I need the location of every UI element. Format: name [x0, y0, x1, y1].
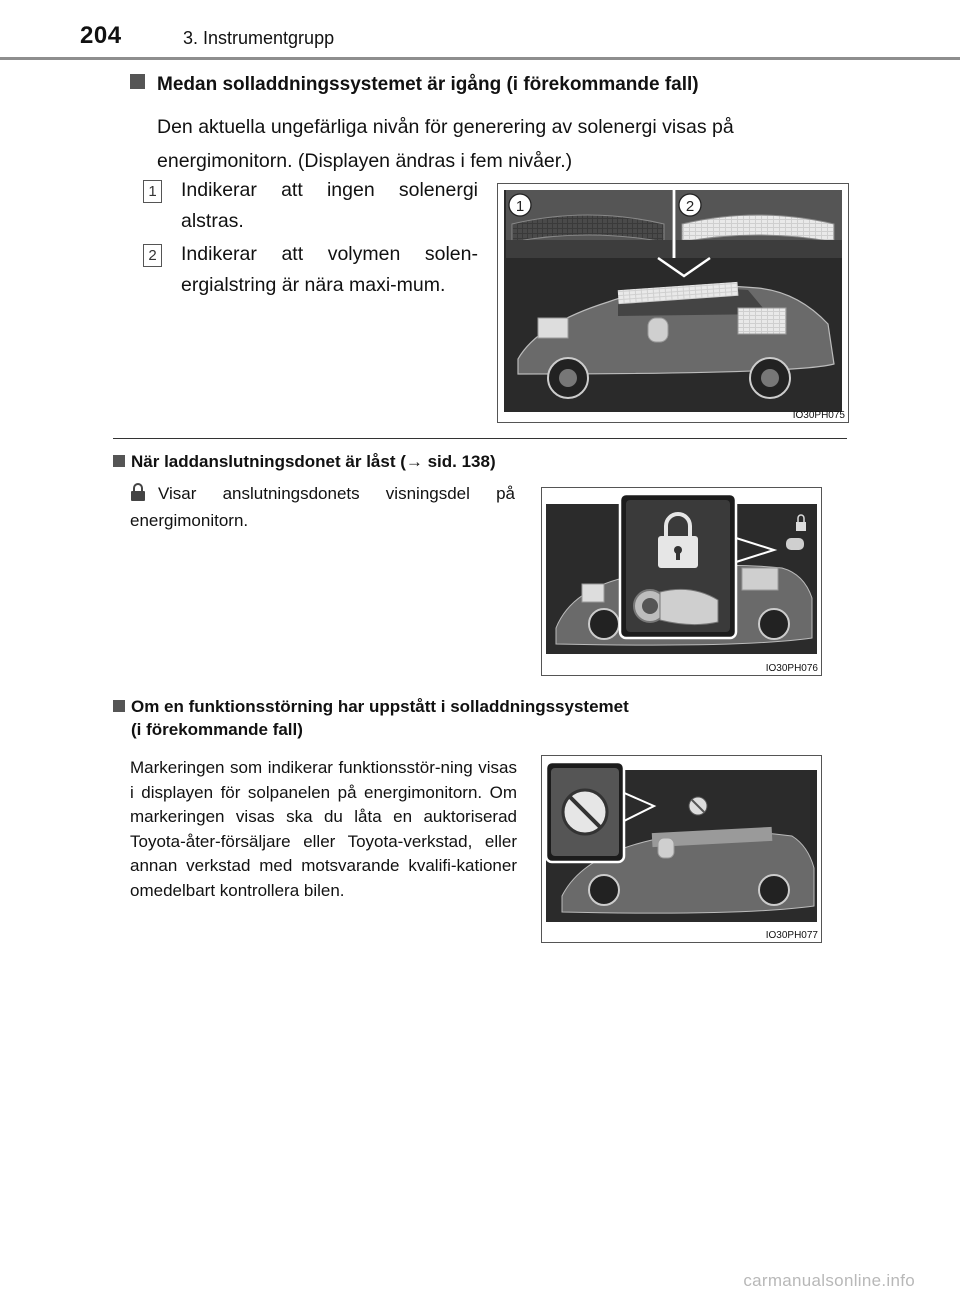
body-text: Visar anslutningsdonets visningsdel på energimonitorn. [130, 484, 515, 530]
figure-code: IO30PH076 [765, 663, 818, 674]
list-item [143, 239, 478, 301]
chapter-title: 3. Instrumentgrupp [183, 28, 335, 48]
square-bullet-icon [113, 455, 125, 467]
section-divider [113, 438, 847, 439]
item-text: Indikerar att volymen solen-ergialstring är nära maxi-mum. [181, 243, 478, 296]
callout-2-label: 2 [685, 198, 695, 215]
page-reference: sid. 138) [422, 452, 496, 471]
heading-text: När laddanslutningsdonet är låst ( [131, 452, 406, 471]
section-body-connector-locked [130, 482, 515, 533]
heading-text: Medan solladdningssystemet är igång (i förekommande fall) [157, 74, 699, 95]
malfunction-illustration [542, 756, 821, 942]
list-item [143, 175, 478, 237]
item-marker: 1 [143, 180, 162, 203]
figure-malfunction [541, 755, 822, 943]
section-heading-malfunction [113, 695, 629, 741]
header-rule [0, 57, 960, 60]
item-marker: 2 [143, 244, 162, 267]
connector-locked-illustration [542, 488, 821, 675]
figure-solar-display [497, 183, 849, 423]
page-number: 204 [80, 22, 122, 49]
solar-display-illustration [498, 184, 848, 422]
arrow-right-icon: → [405, 452, 423, 471]
square-bullet-icon [113, 700, 125, 712]
callout-1-label: 1 [515, 198, 525, 215]
section-heading-connector-locked [113, 452, 496, 472]
heading-text-line1: Om en funktionsstörning har uppstått i solladdningssystemet [131, 697, 629, 716]
lock-icon [130, 482, 158, 509]
figure-code: IO30PH075 [792, 410, 845, 421]
section-body-solar-active: Den aktuella ungefärliga nivån för generering av solenergi visas på energimonitorn. (Displayen ändras i fem nivåer.) [157, 116, 734, 172]
section-heading-solar-active [130, 74, 699, 96]
item-text: Indikerar att ingen solenergi alstras. [181, 179, 478, 232]
section-body-malfunction: Markeringen som indikerar funktionsstör-ning visas i displayen för solpanelen på energimonitorn. Om markeringen visas ska du låta en auktoriserad Toyota-åter-försäljare eller Toyota-verkstad, eller annan verkstad med motsvarande kvalifi-kationer omedelbart kontrollera bilen. [130, 758, 517, 900]
heading-text-line2: (i förekommande fall) [131, 720, 303, 739]
figure-code: IO30PH077 [765, 930, 818, 941]
watermark: carmanualsonline.info [743, 1271, 915, 1290]
square-bullet-icon [130, 74, 145, 89]
figure-connector-locked [541, 487, 822, 676]
